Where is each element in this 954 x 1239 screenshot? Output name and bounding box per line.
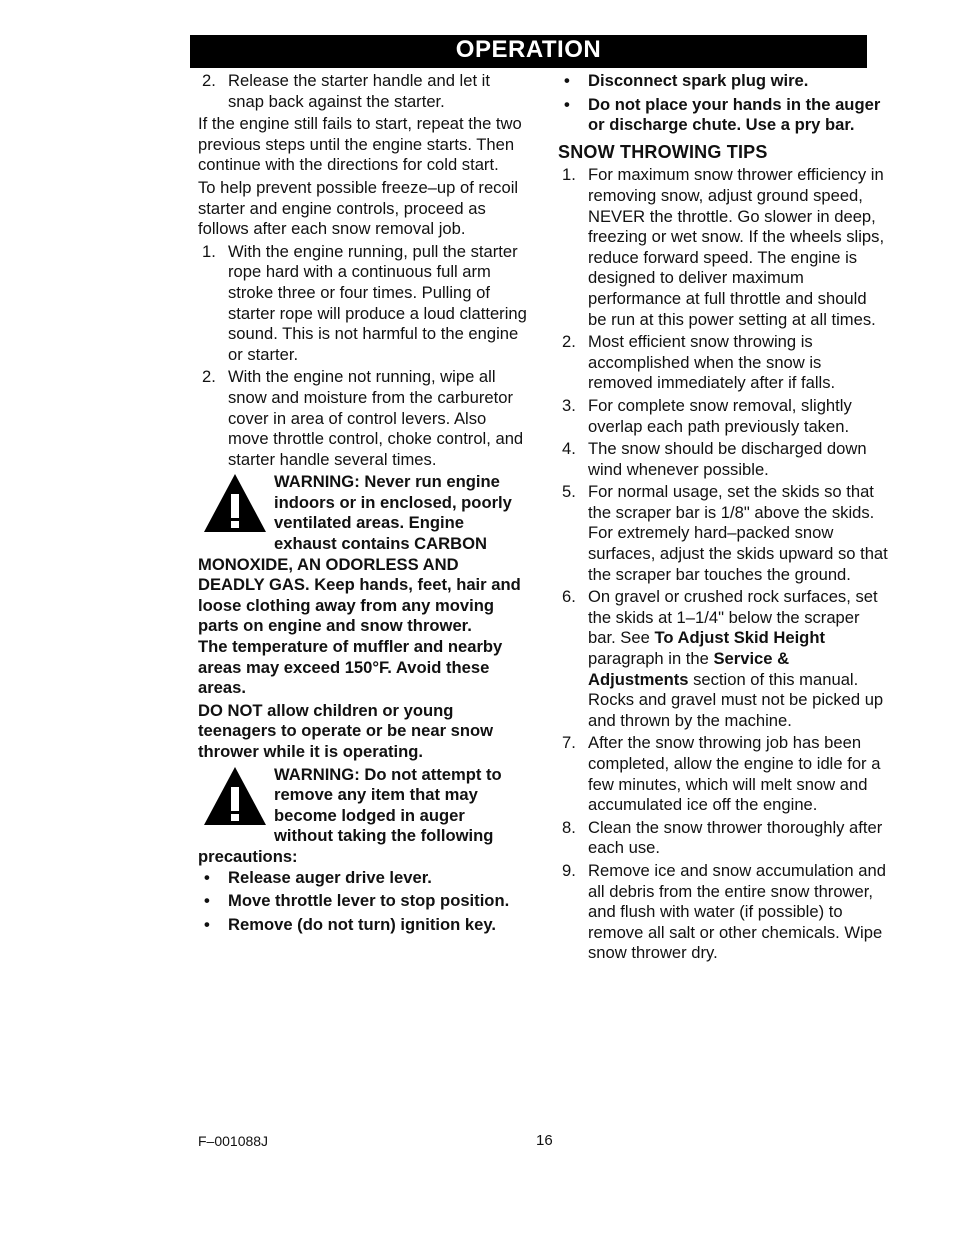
freeze-prevention-steps <box>198 242 528 471</box>
list-text: Move throttle lever to stop position. <box>228 891 510 911</box>
text-run: paragraph in the <box>588 649 714 669</box>
list-item: • Release auger drive lever. <box>204 867 432 887</box>
carbon-monoxide-warning <box>198 472 528 637</box>
list-text: After the snow throwing job has been completed, allow the engine to idle for a few minutes, which will melt snow and accumulated ice off the engine. <box>588 733 881 815</box>
paragraph: If the engine still fails to start, repeat the two previous steps until the engine starts. Then continue with the directions for cold start. <box>198 114 522 175</box>
list-text: With the engine running, pull the starter rope hard with a continuous full arm stroke three or four times. Pulling of starter rope will produce a loud clattering sound. This is not harmful to the engine or starter. <box>228 241 527 364</box>
list-text: The snow should be discharged down wind whenever possible. <box>588 439 867 479</box>
warning-triangle-icon <box>202 765 268 827</box>
list-item: • Do not place your hands in the auger or discharge chute. Use a pry bar. <box>564 94 881 135</box>
list-item: • Remove (do not turn) ignition key. <box>204 914 496 934</box>
list-text <box>588 587 883 730</box>
list-number: 3. <box>562 395 576 415</box>
tips-heading: SNOW THROWING TIPS <box>558 141 768 162</box>
warning-text: WARNING: Never run engine indoors or in enclosed, poorly ventilated areas. Engine exhaust contains CARBON MONOXIDE, AN ODORLESS AND DEADLY GAS. Keep hands, feet, hair and loose clothing away from any moving parts on engine and snow thrower. <box>198 472 521 636</box>
list-item <box>558 396 888 437</box>
document-code: F–001088J <box>198 1133 269 1149</box>
list-text: Remove (do not turn) ignition key. <box>228 914 496 934</box>
list-item <box>558 818 888 859</box>
cross-reference: Service & Adjustments <box>588 649 790 689</box>
list-text: For maximum snow thrower efficiency in removing snow, adjust ground speed, NEVER the throttle. Go slower in deep, freezing or wet snow. If the wheels slips, reduce forward speed. The engine is designed to deliver maximum performance at full throttle and should be run at this power setting at all times. <box>588 165 885 329</box>
list-number: 8. <box>562 817 576 837</box>
section-header <box>190 35 867 68</box>
list-number: 9. <box>562 860 576 880</box>
list-text: For complete snow removal, slightly overlap each path previously taken. <box>588 395 852 436</box>
children-warning: DO NOT allow children or young teenagers to operate or be near snow thrower while it is operating. <box>198 700 494 761</box>
list-text: Release auger drive lever. <box>228 867 432 887</box>
left-column <box>198 71 528 938</box>
list-item <box>558 587 888 731</box>
list-text: Remove ice and snow accumulation and all debris from the entire snow thrower, and flush with water (if possible) to remove all salt or other chemicals. Wipe snow thrower dry. <box>588 860 886 963</box>
list-item <box>198 367 528 470</box>
auger-warning <box>198 765 528 868</box>
list-item <box>198 71 528 112</box>
list-text: Disconnect spark plug wire. <box>588 71 809 90</box>
section-title: OPERATION <box>455 36 602 63</box>
warning-triangle-icon <box>202 472 268 534</box>
list-number: 2. <box>562 332 576 352</box>
list-item <box>198 242 528 366</box>
list-number: 5. <box>562 482 576 502</box>
list-number: 4. <box>562 439 576 459</box>
restart-steps <box>198 71 528 112</box>
cross-reference: To Adjust Skid Height <box>654 628 825 648</box>
list-text: For normal usage, set the skids so that the scraper bar is 1/8" above the skids. For extremely hard–packed snow surfaces, adjust the skids upward so that the scraper bar touches the ground. <box>588 482 888 584</box>
list-text: Release the starter handle and let it snap back against the starter. <box>228 71 490 111</box>
list-number: 6. <box>562 587 576 607</box>
list-item <box>558 165 888 330</box>
list-text: Most efficient snow throwing is accomplished when the snow is removed immediately after if falls. <box>588 332 836 393</box>
precaution-list <box>198 868 528 936</box>
warning-text: WARNING: Do not attempt to remove any item that may become lodged in auger without taking the following precautions: <box>198 764 502 866</box>
snow-throwing-tips <box>558 165 888 964</box>
right-column <box>558 71 888 966</box>
list-text: Clean the snow thrower thoroughly after each use. <box>588 817 883 858</box>
list-number: 2. <box>202 367 216 387</box>
list-text: Do not place your hands in the auger or discharge chute. Use a pry bar. <box>588 94 881 135</box>
text-run: section of this manual. Rocks and gravel must not be picked up and thrown by the machine. <box>588 669 884 730</box>
page-number: 16 <box>536 1132 553 1149</box>
list-item <box>558 733 888 815</box>
list-item <box>558 482 888 585</box>
list-item: • Disconnect spark plug wire. <box>564 71 809 90</box>
text-run: On gravel or crushed rock surfaces, set the skids at 1–1/4" below the scraper bar. See <box>588 587 878 648</box>
list-item <box>558 439 888 480</box>
list-number: 2. <box>202 71 216 90</box>
list-number: 1. <box>562 165 576 185</box>
paragraph: To help prevent possible freeze–up of recoil starter and engine controls, proceed as follows after each snow removal job. <box>198 177 519 239</box>
precaution-list-continued <box>558 71 888 136</box>
list-text: With the engine not running, wipe all snow and moisture from the carburetor cover in area of control levers. Also move throttle control, choke control, and starter handle several times. <box>228 367 524 469</box>
list-number: 7. <box>562 733 576 753</box>
list-item: • Move throttle lever to stop position. <box>204 891 510 911</box>
list-number: 1. <box>202 241 216 261</box>
muffler-temperature-warning: The temperature of muffler and nearby areas may exceed 150°F. Avoid these areas. <box>198 637 503 698</box>
list-item <box>558 332 888 394</box>
list-item <box>558 861 888 964</box>
